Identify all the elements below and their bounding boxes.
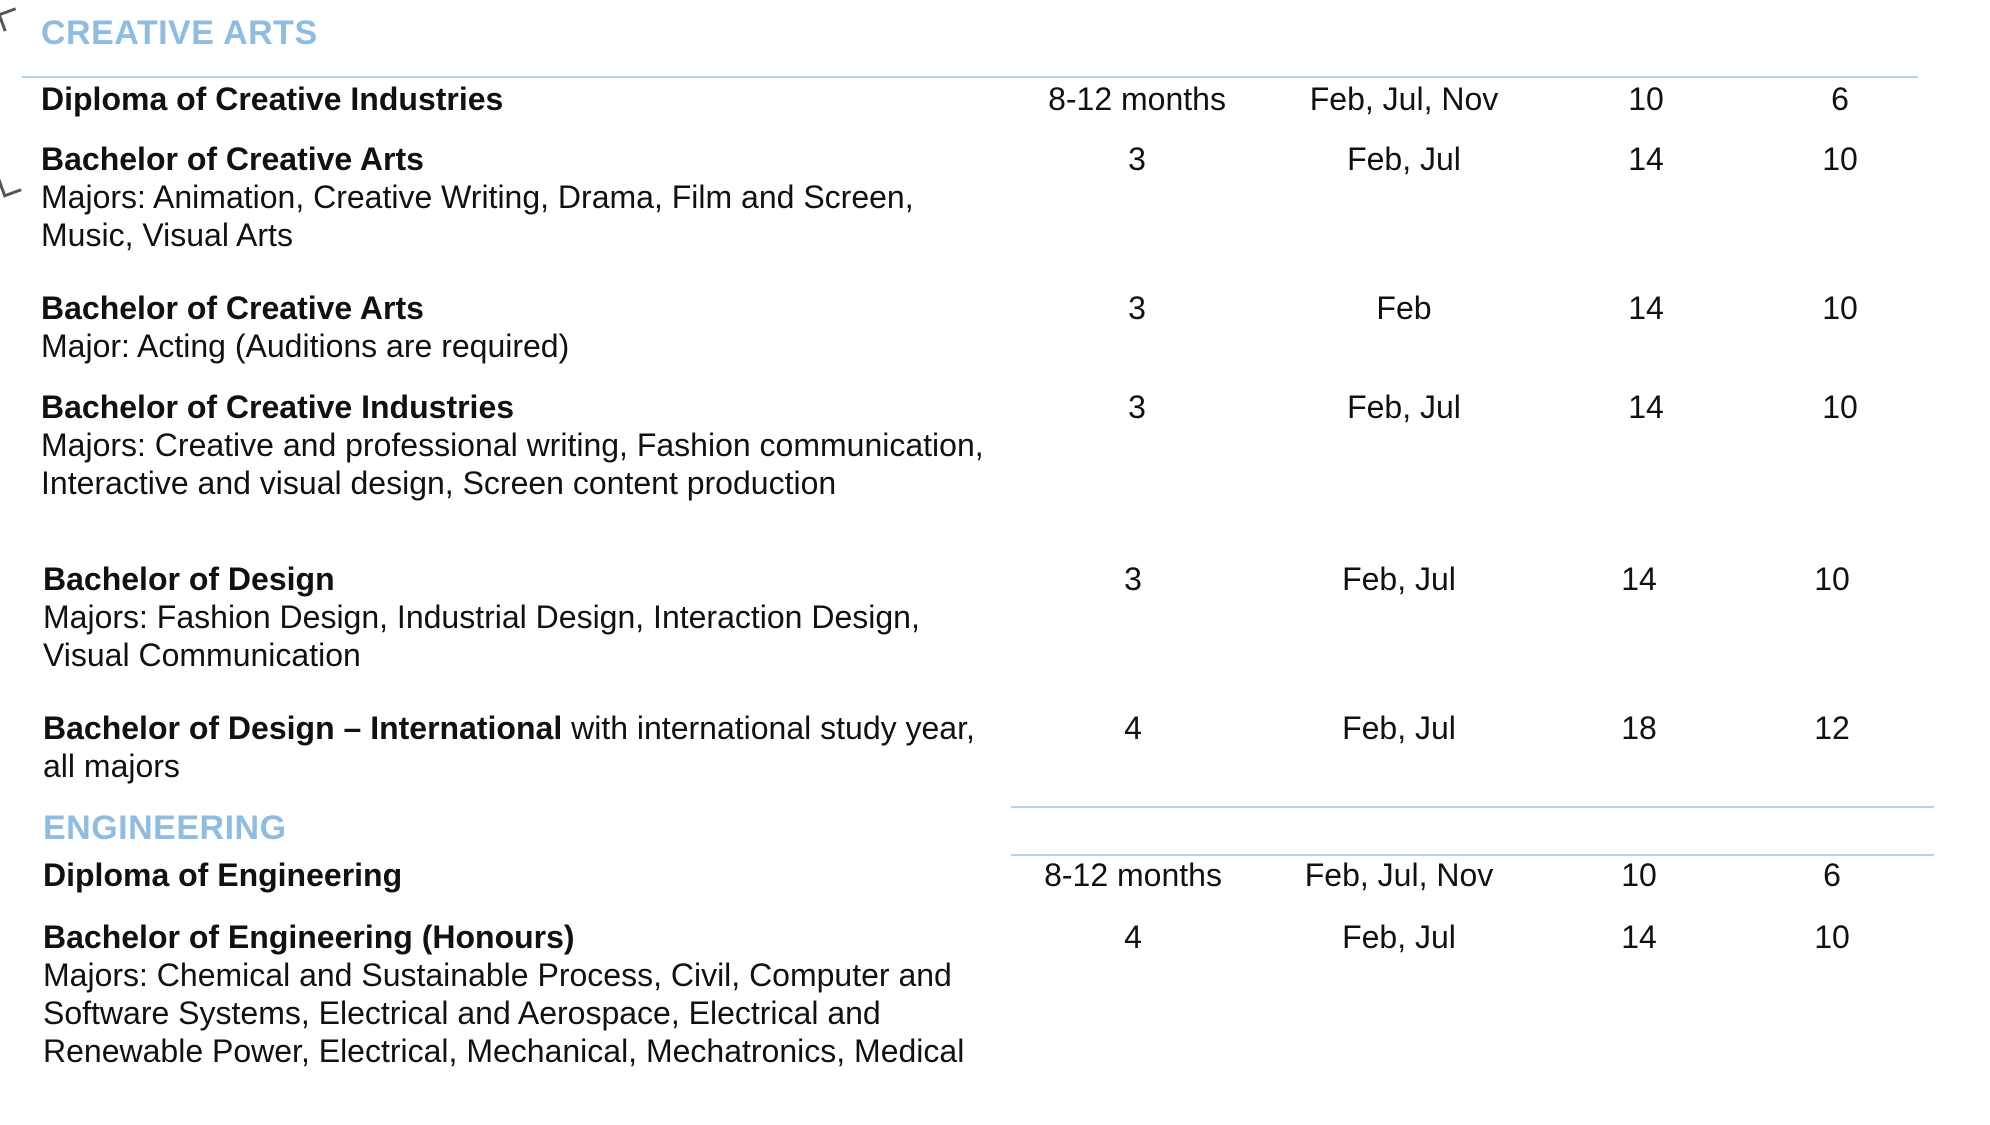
value-cell-3: 14 [1621,919,1657,955]
course-name [43,856,1003,894]
intake-cell: Feb [1376,290,1432,326]
course-name [41,388,1001,502]
course-title: Diploma of Engineering [43,857,403,893]
value-cell-4: 10 [1814,919,1850,955]
side-corner-mark [0,173,22,197]
course-majors: Majors: Animation, Creative Writing, Drama, Film and Screen, Music, Visual Arts [41,179,914,253]
course-name [43,918,998,1070]
course-name [41,140,1011,254]
duration-cell: 3 [1128,389,1146,425]
section-rule-top [1011,806,1934,808]
course-title: Bachelor of Creative Arts [41,141,424,177]
value-cell-4: 6 [1831,81,1849,117]
value-cell-3: 14 [1621,561,1657,597]
course-name [41,80,1001,118]
duration-cell: 8-12 months [1044,857,1222,893]
course-title: Bachelor of Design [43,561,335,597]
course-name [43,709,1003,785]
value-cell-4: 10 [1822,290,1858,326]
value-cell-4: 6 [1823,857,1841,893]
course-majors: Majors: Creative and professional writing, Fashion communication, Interactive and visual design, Screen content production [41,427,984,501]
section-rule-creative-arts [22,76,1918,78]
value-cell-4: 10 [1822,389,1858,425]
duration-cell: 3 [1128,290,1146,326]
course-title: Diploma of Creative Industries [41,81,504,117]
value-cell-3: 18 [1621,710,1657,746]
course-majors: Majors: Fashion Design, Industrial Design, Interaction Design, Visual Communication [43,599,920,673]
duration-cell: 3 [1128,141,1146,177]
value-cell-4: 10 [1814,561,1850,597]
value-cell-3: 14 [1628,389,1664,425]
duration-cell: 8-12 months [1048,81,1226,117]
duration-cell: 3 [1124,561,1142,597]
section-heading-creative-arts: CREATIVE ARTS [41,14,318,52]
top-corner-mark [0,7,22,31]
duration-cell: 4 [1124,710,1142,746]
intake-cell: Feb, Jul [1342,919,1456,955]
course-title: Bachelor of Engineering (Honours) [43,919,575,955]
course-majors: Majors: Chemical and Sustainable Process, Civil, Computer and Software Systems, Electrical and Aerospace, Electrical and Renewable Power, Electrical, Mechanical, Mechatronics, Medical [43,957,965,1069]
course-name [41,289,1001,365]
course-title: Bachelor of Creative Arts [41,290,424,326]
intake-cell: Feb, Jul [1342,710,1456,746]
intake-cell: Feb, Jul [1347,389,1461,425]
course-name [43,560,923,674]
value-cell-4: 10 [1822,141,1858,177]
value-cell-3: 10 [1621,857,1657,893]
duration-cell: 4 [1124,919,1142,955]
course-title: Bachelor of Design – International [43,710,563,746]
intake-cell: Feb, Jul, Nov [1309,81,1499,117]
value-cell-4: 12 [1814,710,1850,746]
section-heading-engineering: ENGINEERING [43,809,287,847]
value-cell-3: 14 [1628,290,1664,326]
value-cell-3: 10 [1628,81,1664,117]
course-majors: Major: Acting (Auditions are required) [41,328,570,364]
intake-cell: Feb, Jul [1347,141,1461,177]
value-cell-3: 14 [1628,141,1664,177]
course-title: Bachelor of Creative Industries [41,389,515,425]
course-title-suffix: with international study year, all majors [43,710,975,784]
intake-cell: Feb, Jul, Nov [1304,857,1494,893]
intake-cell: Feb, Jul [1342,561,1456,597]
